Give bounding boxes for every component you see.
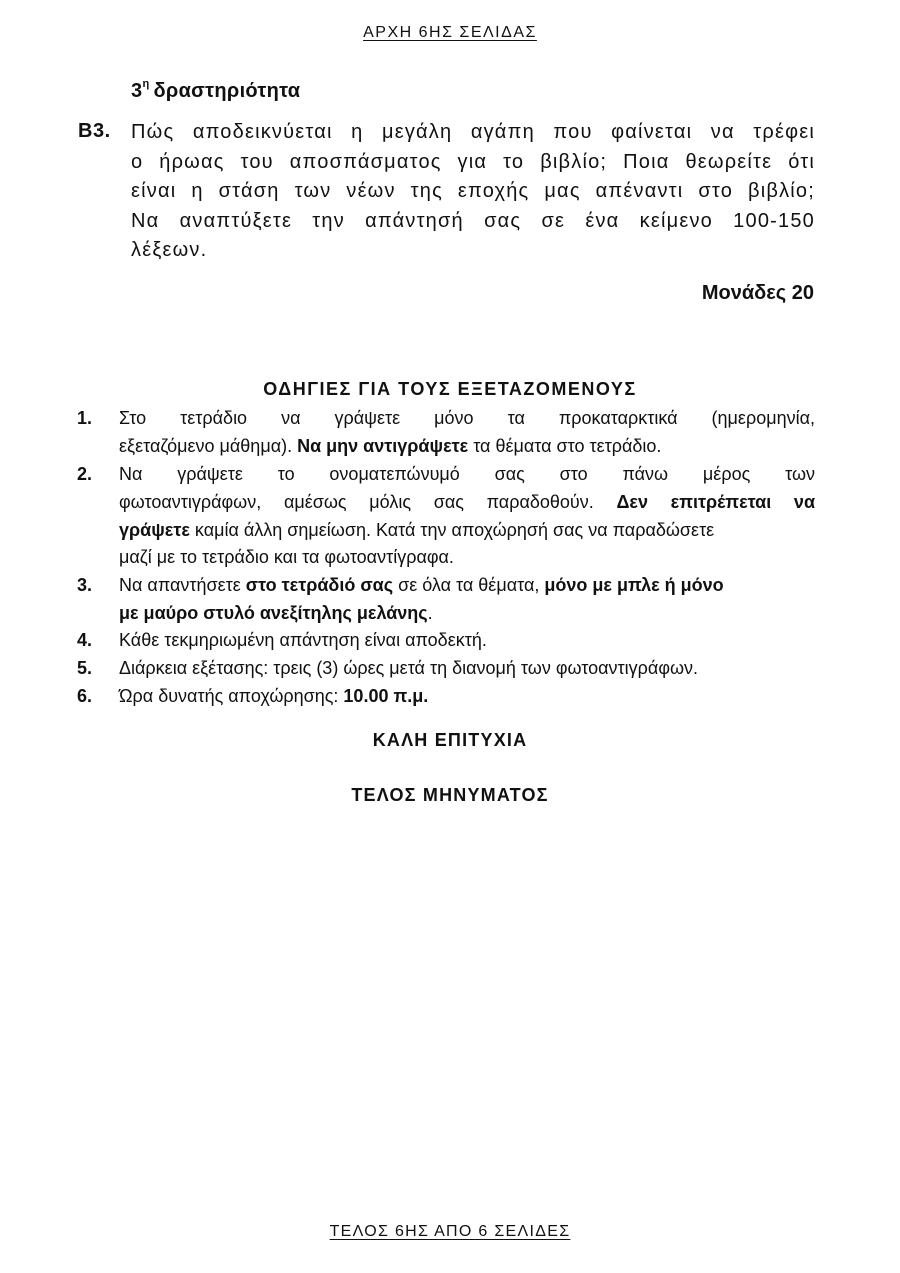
item-number: 2. [77, 464, 93, 484]
item-text: Να απαντήσετε [119, 575, 246, 595]
item-line [119, 489, 815, 517]
question-line: Να αναπτύξετε την απάντησή σας σε ένα κείμενο 100-150 [131, 209, 815, 232]
item-number: 3. [77, 575, 93, 595]
item-line [119, 600, 815, 628]
item-text: σε όλα τα θέματα, [393, 575, 545, 595]
item-text: εξεταζόμενο μάθημα). [119, 435, 298, 456]
item-emphasis: 10.00 π.μ. [343, 686, 429, 706]
item-emphasis: με μαύρο στυλό ανεξίτηλης μελάνης [119, 602, 428, 623]
item-line: μαζί με το τετράδιο και τα φωτοαντίγραφα. [119, 547, 454, 568]
item-line [119, 572, 815, 600]
item-number: 4. [77, 630, 93, 650]
question-line: Πώς αποδεικνύεται η μεγάλη αγάπη που φαίνεται να τρέφει [131, 121, 815, 143]
question-label: Β3. [78, 120, 111, 142]
item-text: τα θέματα στο τετράδιο. [468, 435, 662, 456]
item-line [119, 683, 815, 711]
activity-number: 3 [131, 80, 143, 102]
item-emphasis: Δεν επιτρέπεται να [616, 491, 816, 512]
item-line: Στο τετράδιο να γράψετε μόνο τα προκαταρκτικά (ημερομηνία, [119, 408, 815, 428]
item-text: . [427, 602, 433, 623]
activity-label: δραστηριότητα [153, 80, 301, 102]
question-points: Μονάδες 20 [701, 282, 814, 304]
activity-superscript: η [142, 78, 150, 91]
item-text: φωτοαντιγράφων, αμέσως μόλις σας παραδοθούν. [119, 491, 617, 512]
question-text [131, 118, 815, 266]
end-of-message-text: ΤΕΛΟΣ ΜΗΝΥΜΑΤΟΣ [351, 785, 549, 805]
item-emphasis: γράψετε [119, 519, 190, 540]
item-line [119, 433, 815, 461]
item-line: Διάρκεια εξέτασης: τρεις (3) ώρες μετά τη διανομή των φωτοαντιγράφων. [119, 658, 699, 678]
item-text: Ώρα δυνατής αποχώρησης: [119, 686, 344, 706]
question-line: λέξεων. [131, 239, 208, 261]
item-line [119, 517, 815, 545]
good-luck-text: ΚΑΛΗ ΕΠΙΤΥΧΙΑ [372, 730, 528, 750]
item-number: 5. [77, 658, 93, 678]
item-emphasis: Να μην αντιγράψετε [297, 435, 469, 456]
item-emphasis: μόνο με μπλε ή μόνο [544, 575, 724, 595]
instructions-title: ΟΔΗΓΙΕΣ ΓΙΑ ΤΟΥΣ ΕΞΕΤΑΖΟΜΕΝΟΥΣ [263, 379, 637, 399]
item-text: καμία άλλη σημείωση. Κατά την αποχώρησή σας να παραδώσετε [189, 519, 715, 540]
item-line: Να γράψετε το ονοματεπώνυμό σας στο πάνω μέρος των [119, 464, 815, 484]
question-line: είναι η στάση των νέων της εποχής μας απέναντι στο βιβλίο; [131, 180, 815, 202]
page-header: ΑΡΧΗ 6ΗΣ ΣΕΛΙΔΑΣ [363, 24, 537, 41]
item-line: Κάθε τεκμηριωμένη απάντηση είναι αποδεκτή. [119, 630, 487, 650]
item-number: 1. [77, 408, 93, 428]
activity-heading [131, 80, 300, 103]
page-footer: ΤΕΛΟΣ 6ΗΣ ΑΠΟ 6 ΣΕΛΙΔΕΣ [329, 1223, 571, 1240]
item-emphasis: στο τετράδιό σας [245, 575, 394, 595]
item-number: 6. [77, 686, 93, 706]
question-line: ο ήρωας του αποσπάσματος για το βιβλίο; Ποια θεωρείτε ότι [131, 150, 815, 173]
